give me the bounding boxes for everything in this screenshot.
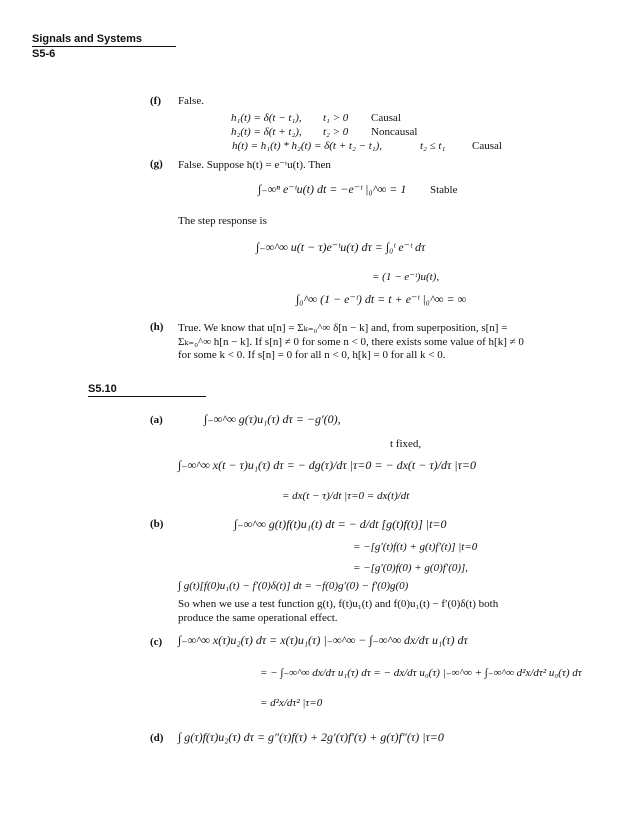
part-g-step-line3: ∫₀^∞ (1 − e⁻ᵗ) dt = t + e⁻ᵗ |₀^∞ = ∞ bbox=[296, 292, 467, 306]
part-g-label: (g) bbox=[150, 158, 163, 170]
part-c-line1: ∫₋∞^∞ x(τ)u₂(τ) dτ = x(τ)u₁(τ) |₋∞^∞ − ∫₋∞^∞ dx/dτ u₁(τ) dτ bbox=[178, 633, 468, 647]
part-f-h-def: h(t) = h₁(t) * h₂(t) = δ(t + t₂ − t₁), bbox=[232, 140, 382, 152]
part-a-label: (a) bbox=[150, 414, 163, 426]
header-rule bbox=[32, 46, 176, 47]
part-b-line3: = −[g′(0)f(0) + g(0)f′(0)], bbox=[353, 562, 469, 574]
part-c-line3: = d²x/dτ² |τ=0 bbox=[260, 697, 323, 709]
part-b-line2: = −[g′(t)f(t) + g(t)f′(t)] |t=0 bbox=[353, 541, 478, 553]
part-f-h2-def: h₂(t) = δ(t + t₂), bbox=[231, 126, 302, 138]
part-f-h2-cond: t₂ > 0 bbox=[323, 126, 349, 138]
part-h-label: (h) bbox=[150, 321, 164, 333]
part-a-line3: ∫₋∞^∞ x(t − τ)u₁(τ) dτ = − dg(τ)/dτ |τ=0 = − dx(t − τ)/dτ |τ=0 bbox=[178, 458, 476, 472]
part-f-h-cond: t₂ ≤ t₁ bbox=[420, 140, 446, 152]
part-b-line5: So when we use a test function g(t), f(t)u₁(t) and f(0)u₁(t) − f′(0)δ(t) both bbox=[178, 598, 499, 610]
part-d-line1: ∫ g(τ)f(τ)u₂(τ) dτ = g″(τ)f(τ) + 2g′(τ)f′(τ) + g(τ)f″(τ) |τ=0 bbox=[178, 730, 444, 744]
section-title: S5.10 bbox=[88, 383, 117, 395]
part-c-label: (c) bbox=[150, 636, 163, 648]
part-d-label: (d) bbox=[150, 732, 164, 744]
part-b-line1: ∫₋∞^∞ g(t)f(t)u₁(t) dt = − d/dt [g(t)f(t)] |t=0 bbox=[234, 517, 447, 531]
part-g-step-line2: = (1 − e⁻ᵗ)u(t), bbox=[372, 271, 440, 283]
part-g-step-line1: ∫₋∞^∞ u(t − τ)e⁻ᵗu(τ) dτ = ∫₀ᵗ e⁻ᵗ dτ bbox=[256, 240, 426, 254]
part-g-verdict: False. Suppose h(t) = e⁻ᵗu(t). Then bbox=[178, 159, 331, 171]
book-title: Signals and Systems bbox=[32, 33, 143, 45]
part-b-label: (b) bbox=[150, 518, 164, 530]
part-a-line2-note: t fixed, bbox=[390, 438, 422, 450]
part-b-line6: produce the same operational effect. bbox=[178, 612, 338, 624]
part-f-label: (f) bbox=[150, 95, 161, 107]
part-f-h1-cond: t₁ > 0 bbox=[323, 112, 349, 124]
part-f-h1-class: Causal bbox=[371, 112, 401, 124]
part-f-h1-def: h₁(t) = δ(t − t₁), bbox=[231, 112, 302, 124]
part-g-step-intro: The step response is bbox=[178, 215, 267, 227]
part-h-line1: True. We know that u[n] = Σₖ₌₀^∞ δ[n − k] and, from superposition, s[n] = bbox=[178, 322, 508, 334]
part-h-line2: Σₖ₌₀^∞ h[n − k]. If s[n] ≠ 0 for some n < 0, there exists some value of h[k] ≠ 0 bbox=[178, 336, 524, 348]
part-h-line3: for some k < 0. If s[n] = 0 for all n < 0, h[k] = 0 for all k < 0. bbox=[178, 349, 446, 361]
part-b-line4: ∫ g(t)[f(0)u₁(t) − f′(0)δ(t)] dt = −f(0)g′(0) − f′(0)g(0) bbox=[178, 580, 409, 592]
part-f-h-class: Causal bbox=[472, 140, 502, 152]
part-f-verdict: False. bbox=[178, 95, 204, 107]
part-g-integral: ∫₋∞ⁿ e⁻ᵗu(t) dt = −e⁻ᵗ |₀^∞ = 1 bbox=[258, 182, 407, 196]
part-a-line4: = dx(t − τ)/dt |τ=0 = dx(t)/dt bbox=[282, 490, 410, 502]
part-g-stability: Stable bbox=[430, 184, 458, 196]
part-c-line2: = − ∫₋∞^∞ dx/dτ u₁(τ) dτ = − dx/dτ u₀(τ) |₋∞^∞ + ∫₋∞^∞ d²x/dτ² u₀(τ) dτ bbox=[260, 667, 582, 679]
part-f-h2-class: Noncausal bbox=[371, 126, 418, 138]
section-rule bbox=[88, 396, 206, 397]
page-number: S5-6 bbox=[32, 48, 56, 60]
part-a-line1: ∫₋∞^∞ g(τ)u₁(τ) dτ = −g′(0), bbox=[204, 412, 341, 426]
